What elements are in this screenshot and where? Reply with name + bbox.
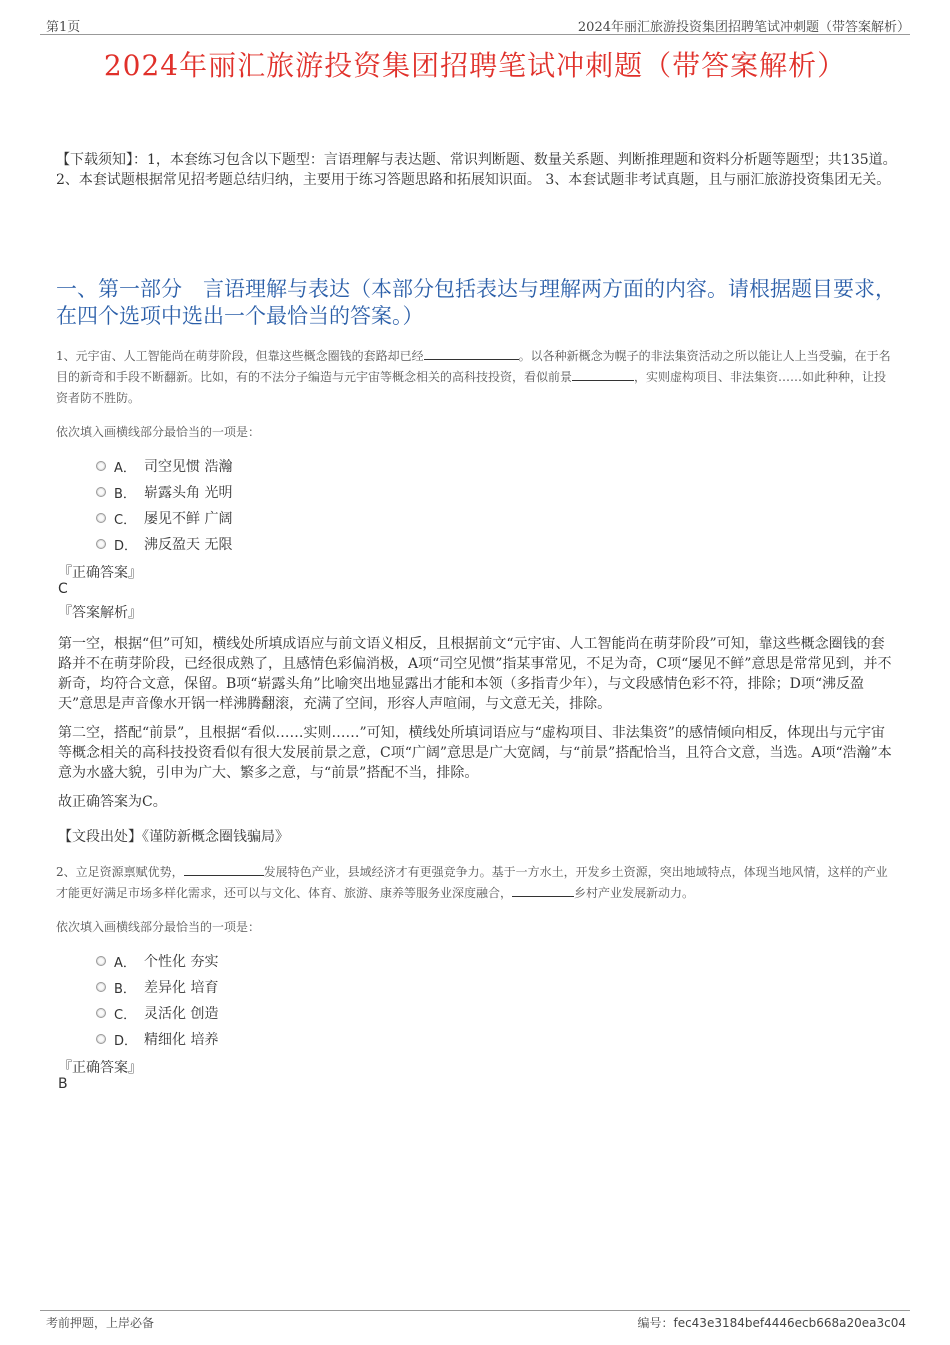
download-notice: 【下载须知】：1，本套练习包含以下题型：言语理解与表达题、常识判断题、数量关系题、判断推理题和资料分析题等题型；共135道。 2、本套试题根据常见招考题总结归纳，主要用于练习答题思路和拓展知识面。 3、本套试题非考试真题，且与丽汇旅游投资集团无关。 <box>56 152 897 188</box>
analysis-paragraph-1: 第一空，根据“但”可知，横线处所填成语应与前文语义相反，且根据前文“元宇宙、人工智能尚在萌芽阶段”可知，靠这些概念圈钱的套路并不在萌芽阶段，已经很成熟了，且感情色彩偏消极，A项“司空见惯”指某事常见，不足为奇，C项“屡见不鲜”意思是常常见到，并不新奇，均符合文意，保留。B项“崭露头角”比喻突出地显露出才能和本领（多指青少年），与文段感情色彩不符，排除；D项“沸反盈天”意思是声音像水开锅一样沸腾翻滚，充满了空间，形容人声喧闹，与文意无关，排除。 <box>58 636 892 712</box>
question-1-options <box>96 453 232 557</box>
footer-slogan: 考前押题，上岸必备 <box>46 1316 155 1330</box>
question-2-options <box>96 948 218 1052</box>
footer-divider <box>40 1310 910 1311</box>
question-2-part3: 乡村产业发展新动力。 <box>574 886 695 900</box>
question-2-ask: 依次填入画横线部分最恰当的一项是： <box>56 920 261 934</box>
header-doc-title: 2024年丽汇旅游投资集团招聘笔试冲刺题（带答案解析） <box>577 20 910 35</box>
radio-icon[interactable] <box>96 1034 106 1044</box>
question-2-part2: 发展特色产业，县域经济才有更强竞争力。基于一方水土，开发乡土资源，突出地域特点，体现当地风情，这样的产业才能更好满足市场多样化需求，还可以与文化、体育、旅游、康养等服务业深度融合， <box>56 865 888 900</box>
question-1-ask: 依次填入画横线部分最恰当的一项是： <box>56 425 261 439</box>
fill-blank <box>572 367 634 381</box>
answer-label: 『正确答案』 <box>58 1060 142 1076</box>
question-1-part2: 。以各种新概念为幌子的非法集资活动之所以能让人上当受骗，在于名目的新奇和手段不断翻新。比如，有的不法分子编造与元宇宙等概念相关的高科技投资，看似前景 <box>56 349 891 384</box>
answer-value: C <box>58 581 68 597</box>
option-c[interactable]: C． 屡见不鲜 广阔 <box>96 505 232 531</box>
option-c[interactable]: C． 灵活化 创造 <box>96 1000 218 1026</box>
analysis-label: 『答案解析』 <box>58 605 142 621</box>
page-header <box>40 14 910 35</box>
footer-code-value: fec43e3184bef4446ecb668a20ea3c04 <box>673 1316 906 1330</box>
option-b[interactable]: B． 差异化 培育 <box>96 974 218 1000</box>
option-a[interactable]: A． 个性化 夯实 <box>96 948 218 974</box>
passage-source: 【文段出处】《谨防新概念圈钱骗局》 <box>58 829 289 845</box>
fill-blank <box>184 862 264 876</box>
question-1-part1: 1、元宇宙、人工智能尚在萌芽阶段，但靠这些概念圈钱的套路却已经 <box>56 349 424 363</box>
fill-blank <box>512 883 574 897</box>
footer-code-label: 编号： <box>637 1316 674 1330</box>
option-d[interactable]: D． 精细化 培养 <box>96 1026 218 1052</box>
analysis-conclusion: 故正确答案为C。 <box>58 794 167 810</box>
radio-icon[interactable] <box>96 982 106 992</box>
radio-icon[interactable] <box>96 461 106 471</box>
radio-icon[interactable] <box>96 956 106 966</box>
radio-icon[interactable] <box>96 1008 106 1018</box>
question-1-text <box>56 346 898 409</box>
footer-code <box>637 1314 906 1331</box>
option-a[interactable]: A． 司空见惯 浩瀚 <box>96 453 232 479</box>
question-2-text <box>56 862 898 904</box>
radio-icon[interactable] <box>96 487 106 497</box>
section-heading: 一、第一部分 言语理解与表达（本部分包括表达与理解两方面的内容。请根据题目要求，在四个选项中选出一个最恰当的答案。） <box>56 277 896 328</box>
analysis-paragraph-2: 第二空，搭配“前景”，且根据“看似……实则……”可知，横线处所填词语应与“虚构项目、非法集资”的感情倾向相反，体现出与元宇宙等概念相关的高科技投资看似有很大发展前景之意，C项“广阔”意思是广大宽阔，与“前景”搭配恰当，且符合文意，当选。A项“浩瀚”本意为水盛大貌，引申为广大、繁多之意，与“前景”搭配不当，排除。 <box>58 725 892 781</box>
question-1-part3: ，实则虚构项目、非法集资……如此种种，让投资者防不胜防。 <box>56 370 887 405</box>
option-d[interactable]: D． 沸反盈天 无限 <box>96 531 232 557</box>
page-number: 第1页 <box>46 20 81 35</box>
question-2-part1: 2、立足资源禀赋优势， <box>56 865 184 879</box>
radio-icon[interactable] <box>96 513 106 523</box>
fill-blank <box>424 346 519 360</box>
radio-icon[interactable] <box>96 539 106 549</box>
option-b[interactable]: B． 崭露头角 光明 <box>96 479 232 505</box>
answer-label: 『正确答案』 <box>58 565 142 581</box>
answer-value: B <box>58 1076 68 1092</box>
document-title: 2024年丽汇旅游投资集团招聘笔试冲刺题（带答案解析） <box>103 49 847 82</box>
